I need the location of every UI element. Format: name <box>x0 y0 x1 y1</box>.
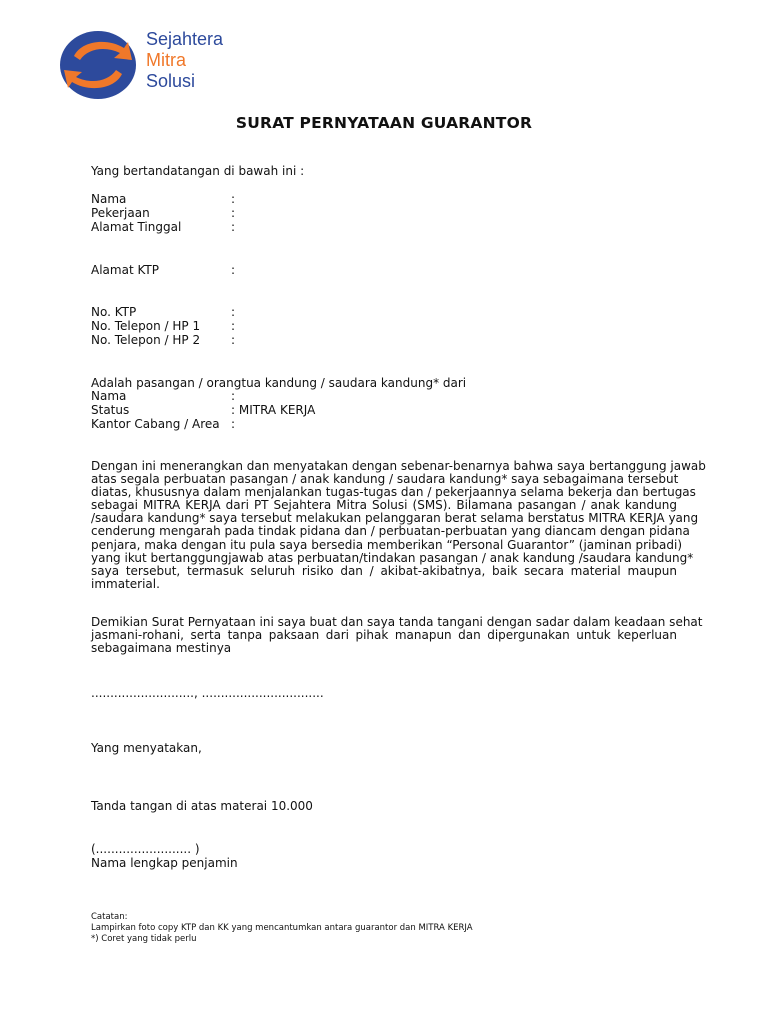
logo-wordmark <box>146 29 223 92</box>
field-colon: : <box>231 192 236 206</box>
paragraph-line: penjara, maka dengan itu pula saya bersedia memberikan “Personal Guarantor” (jaminan pribadi) <box>91 537 683 552</box>
signature-blank: (......................... ) <box>91 842 200 856</box>
notes-line-2: *) Coret yang tidak perlu <box>91 934 197 944</box>
field-label-no-ktp: No. KTP <box>91 305 137 319</box>
field-colon: : <box>231 305 236 319</box>
field-label-alamat-tinggal: Alamat Tinggal <box>91 220 182 234</box>
paragraph-line: /saudara kandung* saya tersebut melakukan pelanggaran berat selama berstatus MITRA KERJA yang <box>91 511 699 526</box>
signature-note: Tanda tangan di atas materai 10.000 <box>91 799 313 813</box>
logo-emblem-icon <box>58 26 142 104</box>
notes-heading: Catatan: <box>91 912 128 922</box>
relation-label-status: Status <box>91 403 130 417</box>
paragraph-line: Demikian Surat Pernyataan ini saya buat dan saya tanda tangani dengan sadar dalam keadaan sehat <box>91 615 703 629</box>
paragraph-line: diatas, khususnya dalam menjalankan tugas-tugas dan / pekerjaannya selama bekerja dan bertugas <box>91 485 696 500</box>
paragraph-line: immaterial. <box>91 576 160 591</box>
field-colon: : <box>231 319 236 333</box>
relation-label-kantor: Kantor Cabang / Area <box>91 417 220 431</box>
intro-text: Yang bertandatangan di bawah ini : <box>91 164 305 178</box>
field-colon: : <box>231 333 236 347</box>
full-name-label: Nama lengkap penjamin <box>91 856 238 870</box>
paragraph-line: sebagaimana mestinya <box>91 641 232 656</box>
notes-line-1: Lampirkan foto copy KTP dan KK yang mencantumkan antara guarantor dan MITRA KERJA <box>91 923 473 933</box>
field-colon: : <box>231 220 236 234</box>
field-label-nama: Nama <box>91 192 127 206</box>
field-label-pekerjaan: Pekerjaan <box>91 206 150 220</box>
place-date-blank: ..........................., ................................ <box>91 686 324 700</box>
relation-heading: Adalah pasangan / orangtua kandung / saudara kandung* dari <box>91 376 467 390</box>
paragraph-line: jasmani-rohani, serta tanpa paksaan dari pihak manapun dan dipergunakan untuk keperluan <box>91 628 677 643</box>
field-label-telepon-1: No. Telepon / HP 1 <box>91 319 201 333</box>
field-label-alamat-ktp: Alamat KTP <box>91 263 159 277</box>
document-title: SURAT PERNYATAAN GUARANTOR <box>235 114 533 132</box>
declarer-label: Yang menyatakan, <box>91 741 202 755</box>
field-colon: : <box>231 417 236 431</box>
paragraph-line: cenderung mengarah pada tindak pidana dan / perbuatan-perbuatan yang diancam dengan pidana <box>91 524 690 539</box>
paragraph-line: yang ikut bertanggungjawab atas perbuatan/tindakan pasangan / anak kandung /saudara kandung* <box>91 550 694 565</box>
relation-label-nama: Nama <box>91 389 127 403</box>
statement-paragraph <box>91 459 706 591</box>
paragraph-line: saya tersebut, termasuk seluruh risiko dan / akibat-akibatnya, baik secara material maupun <box>91 563 677 578</box>
logo-line-3: Solusi <box>146 71 196 91</box>
logo-line-1: Sejahtera <box>146 29 224 49</box>
field-label-telepon-2: No. Telepon / HP 2 <box>91 333 201 347</box>
closing-paragraph <box>91 615 703 656</box>
logo-line-2: Mitra <box>146 50 186 70</box>
field-colon: : <box>231 389 236 403</box>
field-colon: : <box>231 263 236 277</box>
paragraph-line: Dengan ini menerangkan dan menyatakan dengan sebenar-benarnya bahwa saya bertanggung jawab <box>91 459 706 473</box>
paragraph-line: sebagai MITRA KERJA dari PT Sejahtera Mitra Solusi (SMS). Bilamana pasangan / anak kandung <box>91 498 677 513</box>
paragraph-line: atas segala perbuatan pasangan / anak kandung / saudara kandung* saya sebagaimana tersebut <box>91 472 679 487</box>
company-logo <box>58 26 248 106</box>
field-colon: : <box>231 206 236 220</box>
relation-status-value: : MITRA KERJA <box>231 403 316 417</box>
